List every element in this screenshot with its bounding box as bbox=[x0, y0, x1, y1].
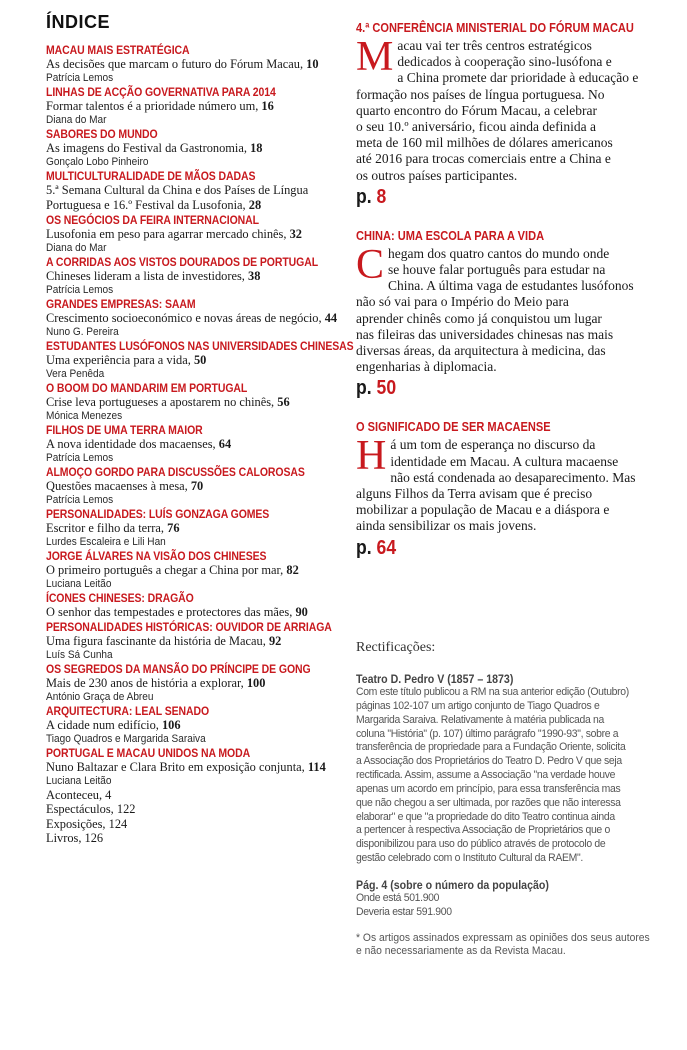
feature-line: meta de 160 mil milhões de dólares americanos bbox=[356, 135, 613, 151]
entry-section: MACAU MAIS ESTRATÉGICA bbox=[46, 43, 190, 57]
entry-description bbox=[46, 437, 346, 452]
correction-title: Teatro D. Pedro V (1857 – 1873) bbox=[356, 672, 514, 686]
entry-section: SABORES DO MUNDO bbox=[46, 127, 158, 141]
index-entry bbox=[46, 297, 346, 339]
entry-section: PORTUGAL E MACAU UNIDOS NA MODA bbox=[46, 746, 251, 760]
page-prefix: p. bbox=[356, 185, 372, 208]
correction-body bbox=[356, 892, 666, 920]
feature-item bbox=[356, 228, 672, 400]
feature-text bbox=[356, 34, 672, 184]
entry-page: 38 bbox=[248, 269, 261, 283]
index-entry bbox=[46, 169, 346, 213]
entry-description-text: O senhor das tempestades e protectores das mães, bbox=[46, 605, 293, 619]
index-entry bbox=[46, 507, 346, 549]
correction-line: Com este título publicou a RM na sua anterior edição (Outubro) bbox=[356, 686, 629, 698]
entry-section: PERSONALIDADES HISTÓRICAS: OUVIDOR DE ARRIAGA bbox=[46, 620, 332, 634]
feature-page bbox=[356, 377, 634, 399]
feature-line: até 2016 para trocas comerciais entre a China e bbox=[356, 151, 611, 167]
correction-line: gestão celebrado com o Instituto Cultural da RAEM". bbox=[356, 852, 583, 865]
entry-description-text: Uma experiência para a vida, bbox=[46, 353, 191, 367]
entry-page: 28 bbox=[248, 198, 262, 212]
page-prefix: p. bbox=[356, 377, 372, 400]
feature-line: hegam dos quatro cantos do mundo onde bbox=[388, 245, 610, 261]
feature-line: alguns Filhos da Terra avisam que é preciso bbox=[356, 486, 593, 502]
entry-author: Patrícia Lemos bbox=[46, 284, 114, 296]
entry-description bbox=[46, 521, 346, 536]
feature-title: CHINA: UMA ESCOLA PARA A VIDA bbox=[356, 227, 545, 243]
feature-line: aprender chinês como já conquistou um lugar bbox=[356, 310, 602, 326]
entry-description bbox=[46, 634, 346, 649]
entry-page: 44 bbox=[324, 311, 338, 325]
feature-line: dedicados à cooperação sino-lusófona e bbox=[397, 54, 612, 70]
feature-line: China. A última vaga de estudantes lusófonos bbox=[388, 278, 634, 294]
page-prefix: p. bbox=[356, 536, 372, 559]
page-number: 50 bbox=[376, 377, 397, 400]
page-number: 64 bbox=[376, 536, 397, 559]
entry-page: 114 bbox=[307, 760, 326, 774]
feature-line: ainda sensibilizar os mais jovens. bbox=[356, 518, 537, 534]
feature-text bbox=[356, 241, 672, 376]
entry-author: Luís Sá Cunha bbox=[46, 649, 113, 661]
index-entry bbox=[46, 746, 346, 788]
entry-description bbox=[46, 718, 346, 733]
correction-title: Pág. 4 (sobre o número da população) bbox=[356, 877, 549, 892]
index-entry bbox=[46, 662, 346, 704]
feature-line: mobilizar a população de Macau e a diáspora e bbox=[356, 502, 610, 518]
entry-section: OS NEGÓCIOS DA FEIRA INTERNACIONAL bbox=[46, 213, 259, 227]
feature-line: á um tom de esperança no discurso da bbox=[390, 437, 596, 453]
feature-title: 4.ª CONFERÊNCIA MINISTERIAL DO FÓRUM MACAU bbox=[356, 20, 634, 35]
entry-author: Luciana Leitão bbox=[46, 578, 112, 590]
feature-line: nas fileiras das universidades chinesas nas mais bbox=[356, 326, 614, 342]
misc-entry: Aconteceu, 4 bbox=[46, 788, 112, 802]
footnote bbox=[356, 932, 672, 960]
index-entry bbox=[46, 620, 346, 662]
entry-description-text: Nuno Baltazar e Clara Brito em exposição conjunta, bbox=[46, 760, 305, 774]
correction-line: transferência de propriedade para a Fundação Oriente, solicita bbox=[356, 741, 626, 754]
entry-description-text: As imagens do Festival da Gastronomia, bbox=[46, 141, 247, 155]
entry-description-text: As decisões que marcam o futuro do Fórum Macau, bbox=[46, 57, 304, 71]
entry-description-text: Mais de 230 anos de história a explorar, bbox=[46, 676, 244, 690]
entry-section: ALMOÇO GORDO PARA DISCUSSÕES CALOROSAS bbox=[46, 465, 305, 479]
feature-line: engenharias à diplomacia. bbox=[356, 359, 497, 375]
correction-line: rectificada. Assim, assume a Associação "na verdade houve bbox=[356, 769, 616, 782]
feature-line: os outros países participantes. bbox=[356, 167, 518, 183]
entry-description bbox=[46, 183, 346, 213]
correction-line: a pertencer à respectiva Associação de Proprietários que o bbox=[356, 824, 610, 837]
entry-description bbox=[46, 760, 346, 775]
entry-section: ESTUDANTES LUSÓFONOS NAS UNIVERSIDADES CHINESAS bbox=[46, 339, 354, 353]
entry-page: 92 bbox=[268, 634, 282, 648]
misc-entry: Livros, 126 bbox=[46, 830, 104, 845]
index-entries bbox=[46, 43, 354, 788]
index-entry bbox=[46, 465, 346, 507]
entry-section: FILHOS DE UMA TERRA MAIOR bbox=[46, 423, 203, 437]
entry-section: O BOOM DO MANDARIM EM PORTUGAL bbox=[46, 381, 248, 395]
footnote-line: * Os artigos assinados expressam as opiniões dos seus autores bbox=[356, 931, 650, 944]
feature-title: O SIGNIFICADO DE SER MACAENSE bbox=[356, 419, 551, 435]
feature-page bbox=[356, 186, 634, 208]
rectifications bbox=[356, 640, 672, 959]
footnote-line: e não necessariamente as da Revista Macau. bbox=[356, 945, 566, 958]
index-entry bbox=[46, 85, 346, 127]
entry-section: PERSONALIDADES: LUÍS GONZAGA GOMES bbox=[46, 507, 270, 521]
entry-author: Patrícia Lemos bbox=[46, 72, 114, 84]
entry-author: Mónica Menezes bbox=[46, 410, 123, 422]
entry-description bbox=[46, 57, 346, 72]
entry-section: OS SEGREDOS DA MANSÃO DO PRÍNCIPE DE GONG bbox=[46, 662, 311, 676]
entry-description bbox=[46, 269, 346, 284]
page-number: 8 bbox=[376, 185, 387, 208]
entry-description-text: Crescimento socioeconómico e novas áreas de negócio, bbox=[46, 311, 322, 325]
entry-description-text: Crise leva portugueses a apostarem no chinês, bbox=[46, 395, 275, 409]
index-entry bbox=[46, 339, 354, 381]
correction-line: coluna "História" (p. 107) último parágrafo "1990-93", sobre a bbox=[356, 727, 619, 740]
entry-description bbox=[46, 141, 346, 156]
entry-section: A CORRIDAS AOS VISTOS DOURADOS DE PORTUGAL bbox=[46, 255, 319, 269]
correction-line: Onde está 501.900 bbox=[356, 891, 440, 904]
correction-body bbox=[356, 686, 666, 866]
entry-page: 64 bbox=[218, 437, 232, 451]
index-misc bbox=[46, 788, 346, 845]
entry-description-text: O primeiro português a chegar a China por mar, bbox=[46, 563, 284, 577]
entry-author: António Graça de Abreu bbox=[46, 691, 154, 703]
entry-author: Patrícia Lemos bbox=[46, 452, 114, 464]
misc-entry: Exposições, 124 bbox=[46, 816, 128, 831]
entry-page: 18 bbox=[250, 141, 263, 155]
feature-line: o seu 10.º aniversário, ficou ainda definida a bbox=[356, 119, 596, 135]
feature-line: formação nos países de língua portuguesa. No bbox=[356, 86, 605, 102]
entry-page: 90 bbox=[295, 605, 308, 619]
entry-section: MULTICULTURALIDADE DE MÃOS DADAS bbox=[46, 169, 256, 183]
feature-line: diversas áreas, da arquitectura à medicina, das bbox=[356, 343, 606, 359]
entry-section: JORGE ÁLVARES NA VISÃO DOS CHINESES bbox=[46, 549, 267, 563]
entry-section: GRANDES EMPRESAS: SAAM bbox=[46, 297, 196, 311]
entry-author: Vera Penêda bbox=[46, 368, 105, 380]
entry-description bbox=[46, 311, 346, 326]
feature-item bbox=[356, 419, 672, 558]
entry-page: 16 bbox=[261, 99, 274, 113]
entry-author: Tiago Quadros e Margarida Saraiva bbox=[46, 733, 206, 745]
correction-line: Deveria estar 591.900 bbox=[356, 905, 452, 918]
feature-line: não só vai para o Império do Meio para bbox=[356, 294, 569, 310]
entry-section: ÍCONES CHINESES: DRAGÃO bbox=[46, 591, 194, 605]
entry-description-text: A nova identidade dos macaenses, bbox=[46, 437, 216, 451]
feature-line: a China promete dar prioridade à educação e bbox=[397, 70, 639, 86]
correction-line: Margarida Saraiva. Relativamente à matéria publicada na bbox=[356, 713, 604, 726]
entry-description bbox=[46, 563, 346, 578]
correction-line: disponibilizou para uso do público através de protocolo de bbox=[356, 838, 606, 851]
index-column bbox=[46, 12, 354, 845]
index-entry bbox=[46, 381, 346, 423]
index-entry bbox=[46, 591, 346, 620]
feature-text bbox=[356, 433, 672, 534]
entry-page: 100 bbox=[246, 676, 266, 690]
entry-page: 70 bbox=[190, 479, 204, 493]
entry-description bbox=[46, 676, 346, 691]
correction-line: apenas um acordo em princípio, para essa transferência mas bbox=[356, 782, 621, 795]
entry-author: Luciana Leitão bbox=[46, 775, 112, 787]
entry-description bbox=[46, 227, 346, 242]
rectifications-heading: Rectificações: bbox=[356, 640, 436, 655]
feature-line: quarto encontro do Fórum Macau, a celebrar bbox=[356, 102, 598, 118]
entry-page: 82 bbox=[286, 563, 299, 577]
entry-description-text: Lusofonia em peso para agarrar mercado chinês, bbox=[46, 227, 287, 241]
correction-line: que não chegou a ser ultimada, por razões que não interessa bbox=[356, 796, 621, 809]
entry-page: 50 bbox=[193, 353, 207, 367]
entry-section: LINHAS DE ACÇÃO GOVERNATIVA PARA 2014 bbox=[46, 85, 276, 99]
feature-line: se houve falar português para estudar na bbox=[388, 262, 606, 278]
entry-description bbox=[46, 99, 346, 114]
index-entry bbox=[46, 704, 346, 746]
entry-author: Diana do Mar bbox=[46, 242, 107, 254]
entry-page: 32 bbox=[289, 227, 302, 241]
features-column bbox=[356, 20, 672, 579]
drop-cap: H bbox=[356, 433, 387, 480]
index-entry bbox=[46, 549, 346, 591]
entry-author: Nuno G. Pereira bbox=[46, 326, 119, 338]
entry-description bbox=[46, 479, 346, 494]
index-title: ÍNDICE bbox=[46, 12, 111, 32]
feature-page bbox=[356, 537, 634, 559]
index-entry bbox=[46, 255, 346, 297]
feature-item bbox=[356, 20, 672, 208]
entry-description-text: Questões macaenses à mesa, bbox=[46, 479, 188, 493]
entry-page: 106 bbox=[161, 718, 181, 732]
index-entry bbox=[46, 127, 346, 169]
feature-line: identidade em Macau. A cultura macaense bbox=[390, 453, 619, 469]
entry-author: Patrícia Lemos bbox=[46, 494, 114, 506]
entry-description bbox=[46, 395, 346, 410]
entry-description-text: Formar talentos é a prioridade número um, bbox=[46, 99, 259, 113]
entry-author: Lurdes Escaleira e Lili Han bbox=[46, 536, 166, 548]
drop-cap: C bbox=[356, 241, 385, 288]
feature-line: não está condenada ao desaparecimento. Mas bbox=[390, 469, 636, 485]
entry-description-text: 5.ª Semana Cultural da China e dos Países de Língua Portuguesa e 16.º Festival da Lusofonia, bbox=[46, 183, 309, 212]
correction-line: elaborar" e que "a propriedade do dito Teatro continua ainda bbox=[356, 810, 615, 823]
entry-page: 76 bbox=[167, 521, 180, 535]
entry-author: Diana do Mar bbox=[46, 114, 107, 126]
entry-description-text: Uma figura fascinante da história de Macau, bbox=[46, 634, 266, 648]
entry-description-text: Escritor e filho da terra, bbox=[46, 521, 165, 535]
entry-description bbox=[46, 605, 346, 620]
entry-description-text: Chineses lideram a lista de investidores, bbox=[46, 269, 245, 283]
misc-entry: Espectáculos, 122 bbox=[46, 802, 136, 817]
entry-section: ARQUITECTURA: LEAL SENADO bbox=[46, 704, 210, 718]
entry-page: 10 bbox=[306, 57, 319, 71]
correction-line: a Associação dos Proprietários do Teatro D. Pedro V que seja bbox=[356, 755, 622, 768]
entry-page: 56 bbox=[277, 395, 290, 409]
index-entry bbox=[46, 43, 346, 85]
drop-cap: M bbox=[356, 34, 394, 80]
entry-description-text: A cidade num edifício, bbox=[46, 718, 159, 732]
entry-author: Gonçalo Lobo Pinheiro bbox=[46, 156, 149, 168]
index-entry bbox=[46, 213, 346, 255]
correction-line: páginas 102-107 um artigo conjunto de Tiago Quadros e bbox=[356, 699, 600, 712]
entry-description bbox=[46, 353, 346, 368]
feature-line: acau vai ter três centros estratégicos bbox=[397, 38, 592, 53]
index-entry bbox=[46, 423, 346, 465]
